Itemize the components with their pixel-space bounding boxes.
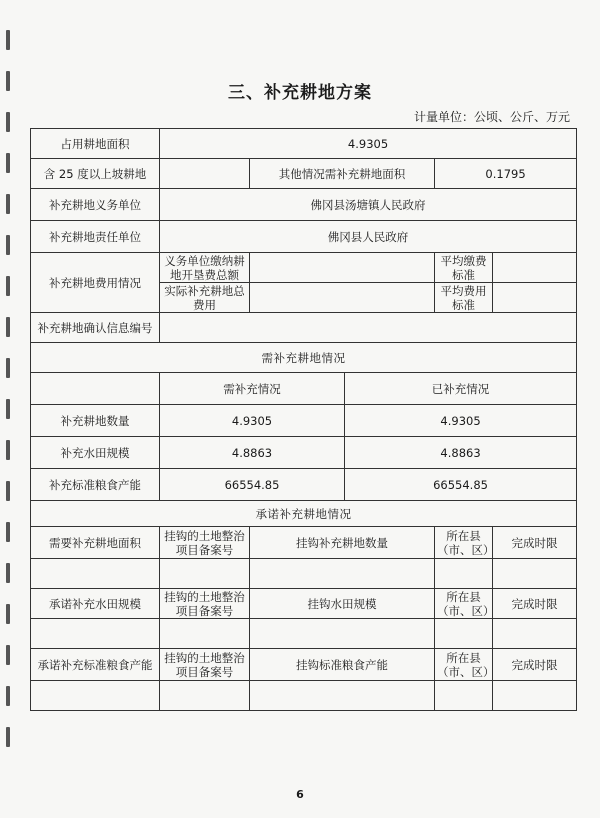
other-value: 0.1795	[435, 159, 577, 189]
binding-holes	[6, 30, 16, 768]
commit-col-deadline: 完成时限	[493, 649, 577, 681]
commit-col-amount: 挂钩标准粮食产能	[250, 649, 435, 681]
commit-col-deadline: 完成时限	[493, 589, 577, 619]
need-item-label: 补充水田规模	[31, 437, 160, 469]
commit-col-county: 所在县（市、区）	[435, 589, 493, 619]
responsible-unit-value: 佛冈县人民政府	[160, 221, 577, 253]
table-row	[31, 189, 577, 221]
need-item-need: 66554.85	[160, 469, 345, 501]
confirm-id-value	[160, 313, 577, 343]
table-row	[31, 649, 577, 681]
table-row	[31, 469, 577, 501]
commit-col-record: 挂钩的土地整治项目备案号	[160, 589, 250, 619]
avg-paid-value	[493, 253, 577, 283]
need-item-done: 4.9305	[345, 405, 577, 437]
commit-col-county: 所在县（市、区）	[435, 649, 493, 681]
avg-cost-label: 平均费用标准	[435, 283, 493, 313]
cost-actual-value	[250, 283, 435, 313]
table-row	[31, 405, 577, 437]
unit-note: 计量单位：公顷、公斤、万元	[413, 110, 570, 124]
table-row	[31, 681, 577, 711]
obligation-unit-value: 佛冈县汤塘镇人民政府	[160, 189, 577, 221]
commit-label: 承诺补充标准粮食产能	[31, 649, 160, 681]
need-section-title: 需补充耕地情况	[31, 343, 577, 373]
commit-section-title: 承诺补充耕地情况	[31, 501, 577, 527]
occupied-area-value: 4.9305	[160, 129, 577, 159]
cost-actual-label: 实际补充耕地总费用	[160, 283, 250, 313]
supplement-farmland-table	[30, 128, 577, 711]
other-label: 其他情况需补充耕地面积	[250, 159, 435, 189]
table-row	[31, 343, 577, 373]
table-row	[31, 159, 577, 189]
occupied-area-label: 占用耕地面积	[31, 129, 160, 159]
commit-col-record: 挂钩的土地整治项目备案号	[160, 527, 250, 559]
done-col-header: 已补充情况	[345, 373, 577, 405]
commit-label: 承诺补充水田规模	[31, 589, 160, 619]
cost-label: 补充耕地费用情况	[31, 253, 160, 313]
slope-label: 含 25 度以上坡耕地	[31, 159, 160, 189]
need-header-blank	[31, 373, 160, 405]
table-row	[31, 253, 577, 283]
avg-cost-value	[493, 283, 577, 313]
table-row	[31, 221, 577, 253]
table-row	[31, 559, 577, 589]
commit-col-amount: 挂钩补充耕地数量	[250, 527, 435, 559]
need-col-header: 需补充情况	[160, 373, 345, 405]
need-item-need: 4.8863	[160, 437, 345, 469]
table-row	[31, 501, 577, 527]
obligation-unit-label: 补充耕地义务单位	[31, 189, 160, 221]
table-row	[31, 527, 577, 559]
need-item-label: 补充标准粮食产能	[31, 469, 160, 501]
responsible-unit-label: 补充耕地责任单位	[31, 221, 160, 253]
page-title: 三、补充耕地方案	[228, 83, 372, 103]
cost-paid-label: 义务单位缴纳耕地开垦费总额	[160, 253, 250, 283]
avg-paid-label: 平均缴费标准	[435, 253, 493, 283]
cost-paid-value	[250, 253, 435, 283]
commit-label: 需要补充耕地面积	[31, 527, 160, 559]
need-item-need: 4.9305	[160, 405, 345, 437]
table-row	[31, 129, 577, 159]
need-item-label: 补充耕地数量	[31, 405, 160, 437]
table-row	[31, 619, 577, 649]
commit-col-deadline: 完成时限	[493, 527, 577, 559]
table-row	[31, 373, 577, 405]
need-item-done: 66554.85	[345, 469, 577, 501]
commit-col-county: 所在县（市、区）	[435, 527, 493, 559]
slope-value	[160, 159, 250, 189]
table-row	[31, 313, 577, 343]
need-item-done: 4.8863	[345, 437, 577, 469]
table-row	[31, 437, 577, 469]
commit-col-amount: 挂钩水田规模	[250, 589, 435, 619]
table-row	[31, 589, 577, 619]
commit-col-record: 挂钩的土地整治项目备案号	[160, 649, 250, 681]
page-number: 6	[296, 788, 304, 801]
confirm-id-label: 补充耕地确认信息编号	[31, 313, 160, 343]
